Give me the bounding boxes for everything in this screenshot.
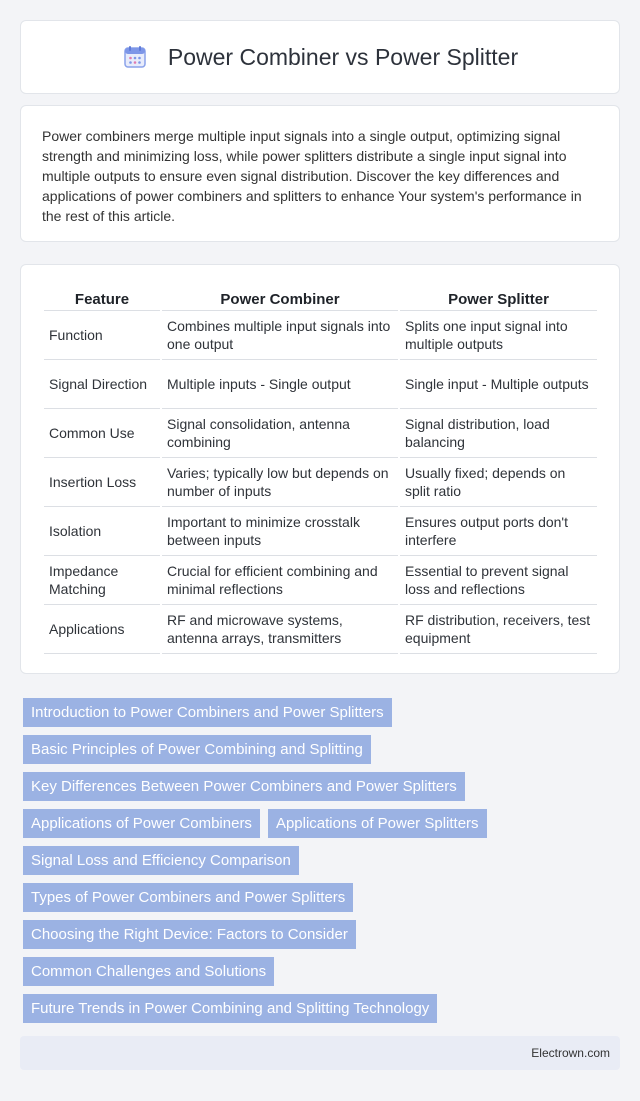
table-cell-combiner: Signal consolidation, antenna combining <box>162 409 398 458</box>
table-cell-splitter: Single input - Multiple outputs <box>400 360 597 409</box>
table-cell-combiner: Combines multiple input signals into one output <box>162 311 398 360</box>
table-cell-feature: Isolation <box>44 507 160 556</box>
table-cell-combiner: Important to minimize crosstalk between inputs <box>162 507 398 556</box>
calendar-icon <box>122 44 148 70</box>
table-cell-splitter: Usually fixed; depends on split ratio <box>400 458 597 507</box>
header-power-splitter: Power Splitter <box>400 283 597 311</box>
table-cell-splitter: RF distribution, receivers, test equipment <box>400 605 597 654</box>
table-cell-splitter: Essential to prevent signal loss and reflections <box>400 556 597 605</box>
table-cell-feature: Insertion Loss <box>44 458 160 507</box>
table-cell-combiner: Multiple inputs - Single output <box>162 360 398 409</box>
header-power-combiner: Power Combiner <box>162 283 398 311</box>
intro-card <box>20 105 620 242</box>
topic-link-challenges[interactable]: Common Challenges and Solutions <box>23 957 274 986</box>
table-row <box>44 409 597 458</box>
table-row <box>44 311 597 360</box>
topic-link-signal-loss[interactable]: Signal Loss and Efficiency Comparison <box>23 846 299 875</box>
page-title: Power Combiner vs Power Splitter <box>167 43 519 70</box>
topic-link-types[interactable]: Types of Power Combiners and Power Splitters <box>23 883 353 912</box>
topic-link-applications-combiners[interactable]: Applications of Power Combiners <box>23 809 260 838</box>
topic-link-choosing-device[interactable]: Choosing the Right Device: Factors to Consider <box>23 920 356 949</box>
footer <box>20 1036 620 1070</box>
table-row <box>44 458 597 507</box>
table-cell-splitter: Splits one input signal into multiple outputs <box>400 311 597 360</box>
table-cell-combiner: Crucial for efficient combining and minimal reflections <box>162 556 398 605</box>
table-cell-splitter: Ensures output ports don't interfere <box>400 507 597 556</box>
table-row <box>44 556 597 605</box>
intro-text: Power combiners merge multiple input signals into a single output, optimizing signal strength and minimizing loss, while power splitters distribute a single input signal into multiple outputs to ensure even signal distribution. Discover the key differences and applications of power combiners and splitters to enhance Your system's performance in the rest of this article. <box>42 128 582 224</box>
table-row <box>44 507 597 556</box>
table-cell-combiner: Varies; typically low but depends on number of inputs <box>162 458 398 507</box>
table-cell-combiner: RF and microwave systems, antenna arrays, transmitters <box>162 605 398 654</box>
topic-link-basic-principles[interactable]: Basic Principles of Power Combining and Splitting <box>23 735 371 764</box>
table-cell-feature: Signal Direction <box>44 360 160 409</box>
topic-link-future-trends[interactable]: Future Trends in Power Combining and Splitting Technology <box>23 994 437 1023</box>
table-cell-feature: Common Use <box>44 409 160 458</box>
table-cell-feature: Impedance Matching <box>44 556 160 605</box>
table-row <box>44 605 597 654</box>
table-header-row <box>44 283 597 311</box>
topic-links <box>23 698 623 1031</box>
header-feature: Feature <box>44 283 160 311</box>
table-row <box>44 360 597 409</box>
topic-link-introduction[interactable]: Introduction to Power Combiners and Power Splitters <box>23 698 392 727</box>
topic-link-applications-splitters[interactable]: Applications of Power Splitters <box>268 809 487 838</box>
topic-link-key-differences[interactable]: Key Differences Between Power Combiners and Power Splitters <box>23 772 465 801</box>
comparison-table <box>42 283 599 654</box>
table-cell-feature: Function <box>44 311 160 360</box>
title-card <box>20 20 620 94</box>
comparison-table-card <box>20 264 620 674</box>
footer-site-name: Electrown.com <box>531 1046 610 1060</box>
table-cell-splitter: Signal distribution, load balancing <box>400 409 597 458</box>
table-cell-feature: Applications <box>44 605 160 654</box>
